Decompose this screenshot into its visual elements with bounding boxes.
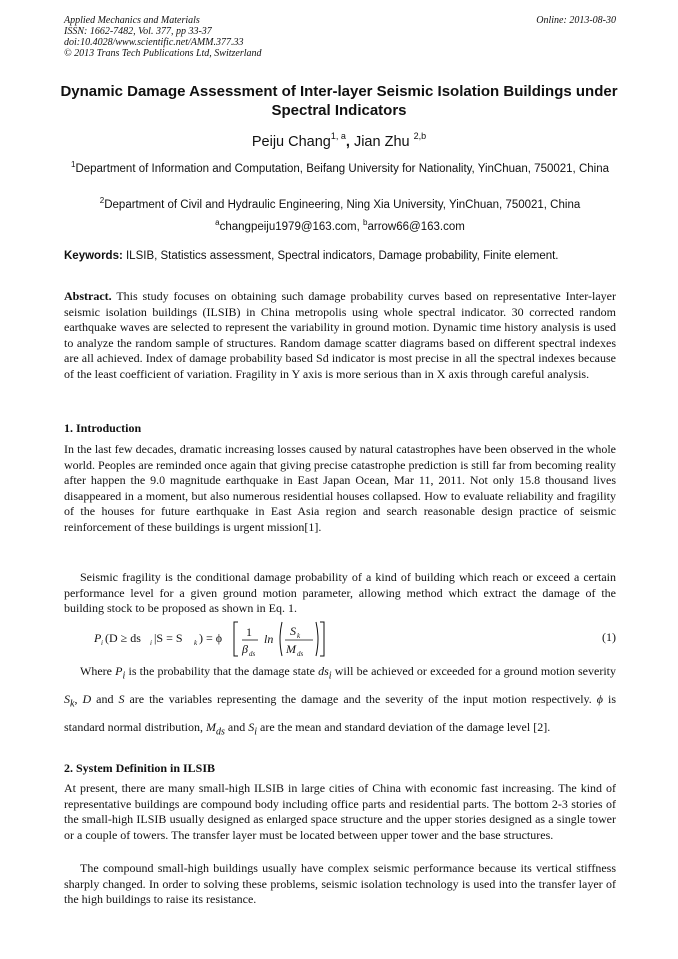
online-date: Online: 2013-08-30 — [536, 15, 616, 26]
eq-frac-num: 1 — [246, 625, 252, 639]
text-run: are the mean and standard deviation of the damage level [2]. — [257, 719, 551, 734]
section-heading-introduction: 1. Introduction — [64, 421, 142, 435]
equation-graphic — [94, 618, 394, 660]
paragraph: Seismic fragility is the conditional damage probability of a kind of building which reach or exceed a certain performance level for a given ground motion parameter, allowing method which extract the damage of the building stock to be proposed as shown in Eq. 1. — [64, 570, 616, 616]
left-bracket — [234, 622, 238, 656]
text-run: Where — [80, 664, 116, 678]
keywords — [64, 250, 616, 262]
eq-inner-den-sub: ds — [297, 650, 304, 658]
text-run: , — [74, 691, 83, 706]
abstract — [64, 289, 616, 383]
eq-ln: ln — [264, 632, 274, 646]
text-run: is standard normal distribution, — [64, 691, 616, 734]
text-run: and — [224, 719, 249, 734]
math-sub: ds — [215, 725, 225, 737]
eq-frac-den: β — [242, 642, 248, 656]
copyright: © 2013 Trans Tech Publications Ltd, Switzerland — [64, 48, 262, 59]
text-run: are the variables representing the damage and the severity of the input motion respectively. — [124, 691, 597, 706]
email-superscript: b — [363, 218, 368, 227]
affiliation-number: 2 — [99, 196, 105, 205]
math-var: P — [115, 664, 123, 678]
eq-close: ) = ϕ — [199, 631, 223, 645]
text-run: is the probability that the damage state — [125, 664, 319, 678]
math-sub: i — [254, 725, 257, 737]
issn: ISSN: 1662-7482, Vol. 377, pp 33-37 — [64, 26, 212, 37]
math-var: S — [248, 719, 255, 734]
author-superscript: 2,b — [413, 131, 427, 141]
author-emails — [64, 215, 616, 235]
affiliation-2 — [64, 193, 616, 213]
journal-header — [64, 15, 616, 59]
math-var: S — [118, 691, 125, 706]
eq-arg-sub: i — [150, 639, 152, 647]
text-run: will be achieved or exceeded for a ground motion severity — [331, 664, 617, 678]
author-superscript: 1, a — [330, 131, 346, 141]
keywords-text: ILSIB, Statistics assessment, Spectral indicators, Damage probability, Finite element. — [122, 250, 559, 262]
author-separator: , — [345, 134, 354, 150]
affiliation-number: 1 — [70, 160, 76, 169]
author-name: Jian Zhu — [353, 134, 410, 150]
equation-1 — [94, 618, 616, 660]
eq-arg: (D ≥ ds — [105, 631, 141, 645]
paragraph: The compound small-high buildings usually have complex seismic performance because its vertical stiffness sharply changed. In order to solving these problems, seismic isolation technology is used into the transfer layer of the high buildings to raise its resistance. — [64, 861, 616, 907]
math-sub: i — [122, 670, 126, 682]
eq-lhs-sub: i — [101, 639, 103, 647]
journal-name: Applied Mechanics and Materials — [64, 15, 200, 26]
abstract-label: Abstract. — [64, 289, 112, 303]
keywords-label: Keywords: — [64, 250, 123, 262]
math-sub: k — [70, 698, 75, 710]
math-var: S — [64, 691, 70, 706]
math-var: ϕ — [596, 691, 603, 706]
math-var: ds — [318, 664, 329, 678]
eq-lhs: P — [94, 631, 102, 645]
math-var: M — [205, 719, 216, 734]
eq-inner-num-sub: k — [297, 632, 301, 640]
abstract-text: This study focuses on obtaining such damage probability curves based on representative Inter-layer seismic isolation buildings (ILSIB) in China metropolis using whole spectral indicator. 30 corrected random earthquake waves are selected to represent the variability in ground motion. Dynamic time history analysis is used to analyze the random sample of structures. Random damage scatter diagrams based on different spectral indexes are all achieved. Index of damage probability based Sd indicator is most precise in all the spectral indexes because of the least coefficient of variation. Fragility in Y axis is more serious than in X axis through careful analysis. — [64, 289, 616, 381]
author-line — [0, 131, 678, 150]
paragraph: In the last few decades, dramatic increasing losses caused by natural catastrophes have been observed in the whole world. Peoples are reminded once again that giving precise catastrophe prediction is still far from becoming reality after happen the 9.0 magnitude earthquake in East Japan Ocean, Mar 11, 2011. Not only 15.8 thousand lives disappeared in a moment, but also numerous residential houses collapsed. How to evaluate reliability and fragility of the houses for future earthquake in East Asia region and search reasonable design practice of seismic reinforcement of these buildings is urgent mission[1]. — [64, 442, 616, 534]
doi: doi:10.4028/www.scientific.net/AMM.377.33 — [64, 37, 244, 48]
left-paren — [280, 622, 282, 656]
email-link[interactable]: arrow66@163.com — [367, 221, 465, 233]
eq-inner-num: S — [290, 624, 296, 638]
text-run: and — [91, 691, 119, 706]
section-heading-system-definition: 2. System Definition in ILSIB — [64, 761, 216, 775]
eq-cond: |S = S — [154, 631, 183, 645]
eq-inner-den: M — [286, 642, 296, 656]
equation-number: (1) — [602, 630, 616, 644]
affiliation-text: Department of Civil and Hydraulic Engineering, Ning Xia University, YinChuan, 750021, China — [104, 199, 581, 211]
right-paren — [316, 622, 318, 656]
eq-frac-den-sub: ds — [249, 650, 256, 658]
email-superscript: a — [215, 218, 220, 227]
email-link[interactable]: changpeiju1979@163.com, — [219, 221, 364, 233]
math-var: D — [82, 691, 92, 706]
paper-title: Dynamic Damage Assessment of Inter-layer Seismic Isolation Buildings under Spectral Indicators — [60, 83, 618, 119]
eq-cond-sub: k — [194, 639, 198, 647]
author-name: Peiju Chang — [251, 134, 331, 150]
paragraph: At present, there are many small-high ILSIB in large cities of China with economic fast increasing. The kind of representative buildings are compound body including office parts and residential parts. The bottom 2-3 stories of the small-high ILSIB usually designed as enlarged space structure and the upper stories designed as a single tower or a couple of towers. The transfer layer must be located between upper tower and the base structures. — [64, 781, 616, 842]
affiliation-text: Department of Information and Computation, Beifang University for Nationality, YinChuan, 750021, China — [75, 163, 609, 175]
affiliation-1 — [64, 157, 616, 177]
math-sub: i — [328, 670, 332, 682]
paragraph — [64, 660, 616, 743]
right-bracket — [320, 622, 324, 656]
